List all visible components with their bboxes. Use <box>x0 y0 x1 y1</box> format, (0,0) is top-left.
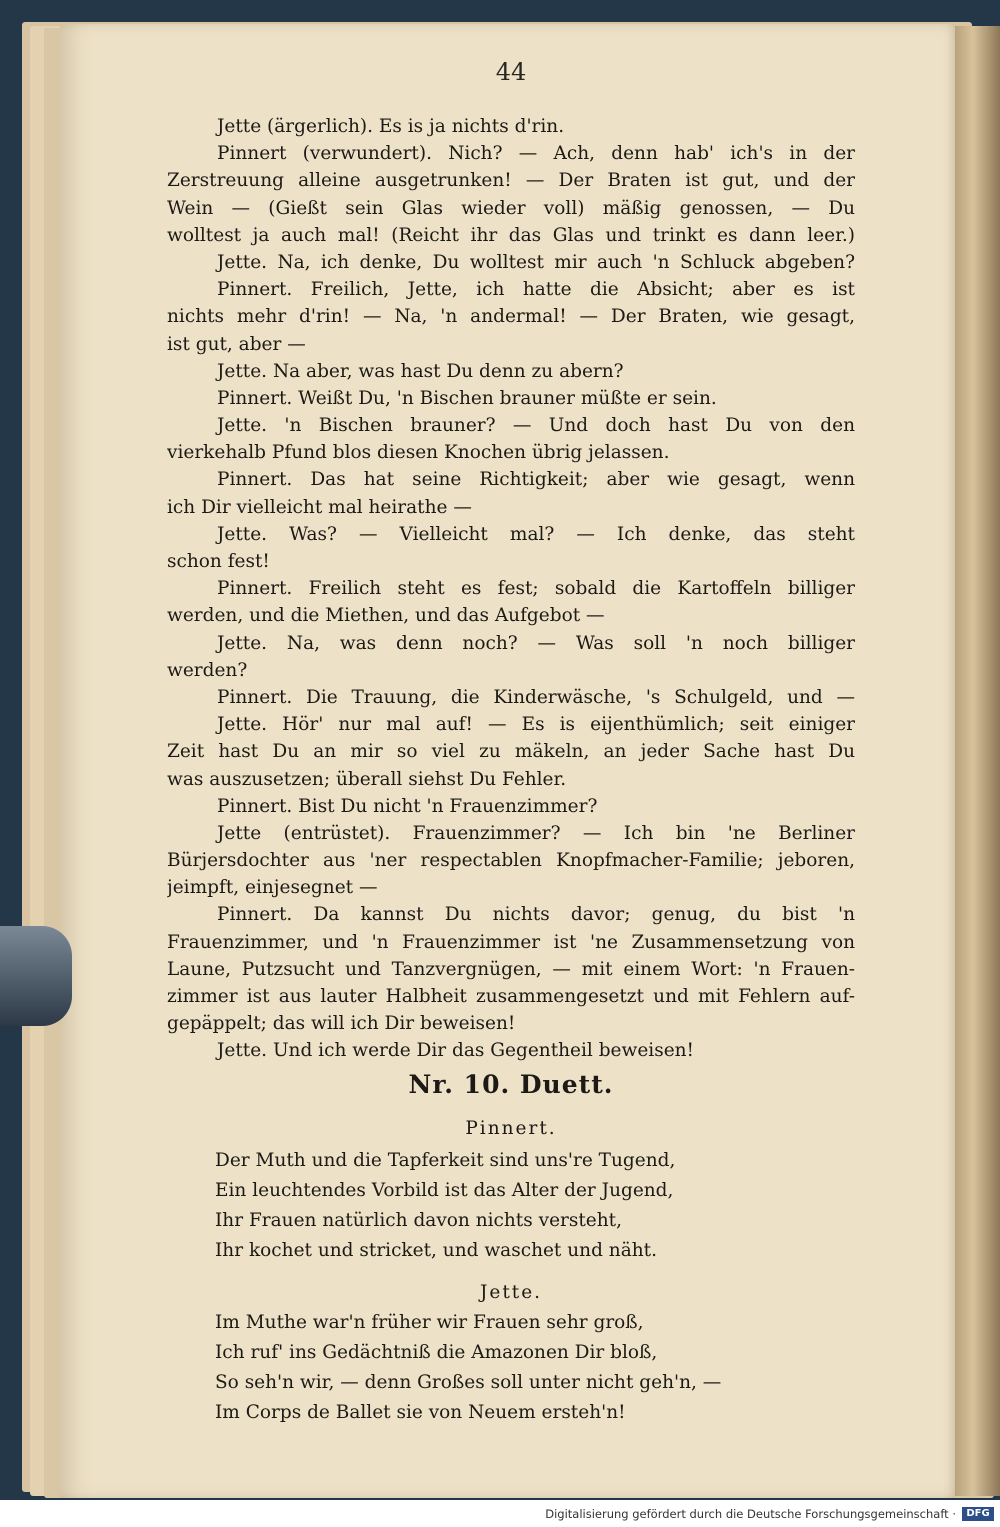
verse-line: Der Muth und die Tapferkeit sind uns're Tugend, <box>215 1150 676 1171</box>
verse-block <box>215 1146 855 1266</box>
text-line: Pinnert. Das hat seine Richtigkeit; aber wie gesagt, wenn <box>217 469 855 491</box>
verse-line: Ich ruf' ins Gedächtniß die Amazonen Dir bloß, <box>215 1342 658 1363</box>
song-heading: Nr. 10. Duett. <box>408 1070 614 1099</box>
text-line: zimmer ist aus lauter Halbheit zusammengesetzt und mit Fehlern auf- <box>167 986 855 1007</box>
text-line: Jette (ärgerlich). Es is ja nichts d'rin. <box>217 116 565 137</box>
verse-line: Ihr Frauen natürlich davon nichts versteht, <box>215 1210 622 1231</box>
text-line: Zeit hast Du an mir so viel zu mäkeln, an jeder Sache hast Du <box>167 741 855 763</box>
text-line: Pinnert. Bist Du nicht 'n Frauenzimmer? <box>217 795 598 817</box>
text-line: Zerstreuung alleine ausgetrunken! — Der Braten ist gut, und der <box>167 170 855 192</box>
verse-line: Ein leuchtendes Vorbild ist das Alter der Jugend, <box>215 1180 674 1201</box>
verse-speaker: Pinnert. <box>465 1118 557 1139</box>
text-line: Jette. Hör' nur mal auf! — Es is eijenthümlich; seit einiger <box>217 714 855 736</box>
verse-line: Im Muthe war'n früher wir Frauen sehr groß, <box>215 1312 644 1333</box>
text-line: werden? <box>167 659 248 681</box>
dfg-logo: DFG <box>962 1507 994 1521</box>
footer-bar <box>0 1500 1000 1527</box>
verse-line: Im Corps de Ballet sie von Neuem ersteh'n! <box>215 1402 626 1423</box>
book-right-edge <box>955 26 1000 1496</box>
text-line: Pinnert. Freilich steht es fest; sobald die Kartoffeln billiger <box>217 578 855 600</box>
footer-credit: Digitalisierung gefördert durch die Deutsche Forschungsgemeinschaft · <box>545 1507 956 1521</box>
text-line: Pinnert (verwundert). Nich? — Ach, denn hab' ich's in der <box>217 143 855 165</box>
text-line: Pinnert. Freilich, Jette, ich hatte die Absicht; aber es ist <box>217 279 855 301</box>
text-line: Pinnert. Da kannst Du nichts davor; genug, du bist 'n <box>217 904 855 926</box>
text-line: Jette (entrüstet). Frauenzimmer? — Ich bin 'ne Berliner <box>217 822 855 844</box>
verse-line: So seh'n wir, — denn Großes soll unter nicht geh'n, — <box>215 1372 722 1393</box>
text-line: Wein — (Gießt sein Glas wieder voll) mäßig genossen, — Du <box>167 197 855 219</box>
text-line: Frauenzimmer, und 'n Frauenzimmer ist 'ne Zusammensetzung von <box>167 931 855 953</box>
text-line: schon fest! <box>167 551 270 572</box>
verse-speaker: Jette. <box>479 1282 543 1303</box>
page-number: 44 <box>495 58 527 86</box>
text-line: ist gut, aber — <box>167 333 306 355</box>
text-line: Jette. Was? — Vielleicht mal? — Ich denke, das steht <box>217 523 855 545</box>
dialogue-text <box>167 113 855 1065</box>
text-line: wolltest ja auch mal! (Reicht ihr das Glas und trinkt es dann leer.) <box>167 224 855 246</box>
text-line: was auszusetzen; überall siehst Du Fehler. <box>167 768 567 790</box>
text-line: Jette. Na, ich denke, Du wolltest mir auch 'n Schluck abgeben? <box>217 251 855 273</box>
text-line: Jette. 'n Bischen brauner? — Und doch hast Du von den <box>217 415 855 437</box>
verse-line: Ihr kochet und stricket, und waschet und näht. <box>215 1240 657 1261</box>
verse-block <box>215 1308 855 1428</box>
text-line: vierkehalb Pfund blos diesen Knochen übrig jelassen. <box>167 442 670 464</box>
text-line: Pinnert. Weißt Du, 'n Bischen brauner müßte er sein. <box>217 387 717 409</box>
text-line: Pinnert. Die Trauung, die Kinderwäsche, 's Schulgeld, und — <box>217 686 855 708</box>
text-line: jeimpft, einjesegnet — <box>167 877 378 899</box>
text-line: Jette. Na, was denn noch? — Was soll 'n noch billiger <box>217 632 855 654</box>
text-line: Jette. Und ich werde Dir das Gegentheil beweisen! <box>217 1040 694 1062</box>
text-line: Bürjersdochter aus 'ner respectablen Knopfmacher-Familie; jeboren, <box>167 850 855 872</box>
text-line: nichts mehr d'rin! — Na, 'n andermal! — Der Braten, wie gesagt, <box>167 306 855 328</box>
text-line: werden, und die Miethen, und das Aufgebot — <box>167 605 605 627</box>
page-clip <box>0 926 72 1026</box>
text-line: ich Dir vielleicht mal heirathe — <box>167 496 472 518</box>
text-line: Laune, Putzsucht und Tanzvergnügen, — mit einem Wort: 'n Frauen- <box>167 958 855 980</box>
text-line: Jette. Na aber, was hast Du denn zu abern? <box>217 360 624 382</box>
text-line: gepäppelt; das will ich Dir beweisen! <box>167 1013 516 1035</box>
